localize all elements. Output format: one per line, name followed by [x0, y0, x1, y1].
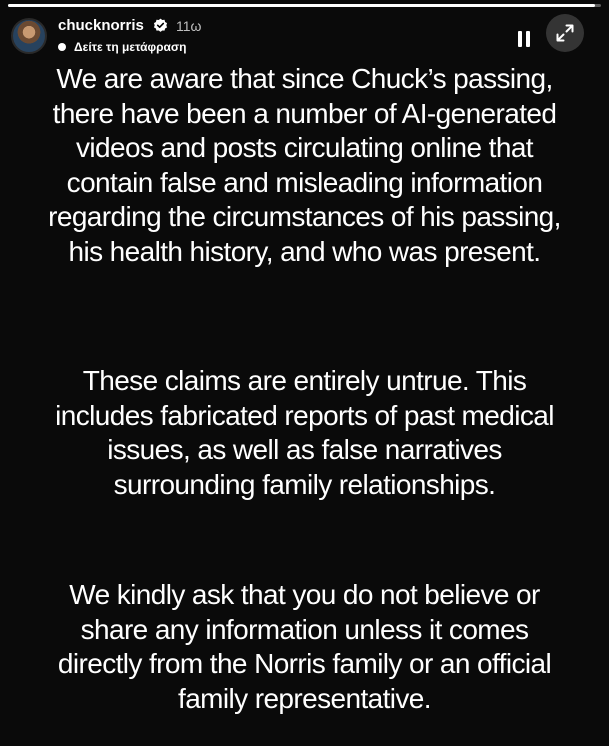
- statement-line: surrounding family relationships.: [113, 468, 496, 500]
- see-translation-link[interactable]: [58, 40, 186, 54]
- statement-line: family representative.: [178, 682, 431, 714]
- statement-line: We are aware that since Chuck’s passing,: [56, 63, 553, 94]
- statement-paragraph-2: [10, 364, 599, 502]
- expand-icon[interactable]: [546, 14, 584, 52]
- statement-paragraph-3: [10, 578, 599, 716]
- statement-line: issues, as well as false narratives: [107, 434, 502, 465]
- statement-line: regarding the circumstances of his passing,: [48, 201, 561, 232]
- statement-paragraph-1: [10, 62, 599, 269]
- statement-line: share any information unless it comes: [80, 613, 529, 645]
- see-translation-label: Δείτε τη μετάφραση: [74, 40, 187, 54]
- statement-line: includes fabricated reports of past medical: [55, 399, 554, 431]
- translate-dot-icon: [58, 43, 66, 51]
- username[interactable]: chucknorris: [58, 17, 144, 34]
- statement-line: We kindly ask that you do not believe or: [69, 579, 540, 610]
- statement-line: contain false and misleading information: [66, 166, 543, 198]
- statement-line: there have been a number of AI-generated: [52, 97, 557, 129]
- story-progress-bar: [8, 4, 601, 7]
- statement-line: his health history, and who was present.: [68, 235, 541, 267]
- story-progress-fill: [8, 4, 595, 7]
- verified-badge-icon: [153, 18, 168, 33]
- pause-icon[interactable]: [518, 31, 530, 47]
- statement-line: These claims are entirely untrue. This: [82, 365, 527, 396]
- statement-line: directly from the Norris family or an official: [57, 648, 552, 679]
- post-time: 11ω: [176, 18, 202, 34]
- expand-arrows-icon: [555, 23, 575, 43]
- statement-line: videos and posts circulating online that: [76, 132, 533, 163]
- avatar[interactable]: [11, 18, 47, 54]
